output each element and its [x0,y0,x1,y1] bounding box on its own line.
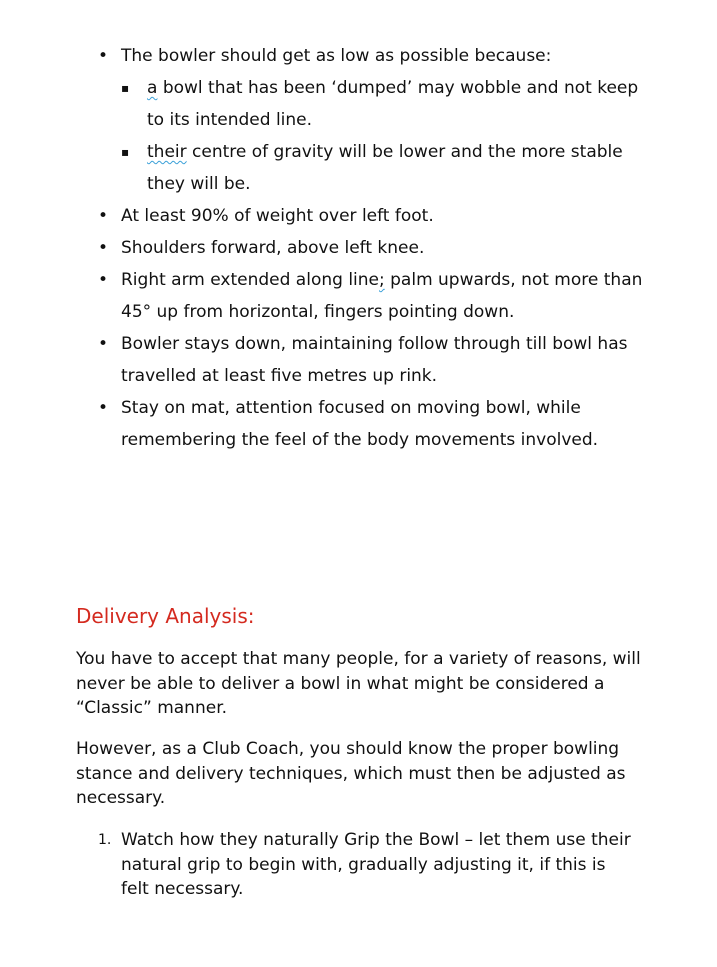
sub-bullet-text: bowl that has been ‘dumped’ may wobble and not keep to its intended line. [147,78,639,130]
bullet-text: palm upwards, not more than 45° up from horizontal, fingers pointing down. [121,270,643,322]
bullet-item [0,328,717,392]
square-bullet-icon: ▪ [121,145,130,159]
bullet-item [0,200,717,232]
bullet-text: Stay on mat, attention focused on moving bowl, while remembering the feel of the body movements involved. [121,398,599,450]
section-heading: Delivery Analysis: [76,604,255,628]
square-bullet-icon: ▪ [121,81,130,95]
spellcheck-word[interactable]: a [147,78,158,98]
bullet-text: Bowler stays down, maintaining follow through till bowl has travelled at least five metres up rink. [121,334,628,386]
paragraph: However, as a Club Coach, you should know the proper bowling stance and delivery techniques, which must then be adjusted as necessary. [76,739,626,808]
spellcheck-word[interactable]: their [147,142,187,162]
paragraph: You have to accept that many people, for a variety of reasons, will never be able to deliver a bowl in what might be considered a “Classic” manner. [76,649,641,718]
sub-bullet-item [121,72,657,136]
bullet-item [0,392,717,456]
bullet-item [0,232,717,264]
sub-bullet-list [121,72,657,200]
bullet-icon: • [98,334,109,354]
numbered-item [0,828,717,902]
bullet-text: The bowler should get as low as possible because: [121,46,552,66]
bullet-icon: • [98,46,109,66]
bullet-icon: • [98,238,109,258]
bullet-item [0,40,717,200]
item-number: 1. [98,832,112,848]
bullet-text: Shoulders forward, above left knee. [121,238,425,258]
bullet-icon: • [98,206,109,226]
bullet-item [0,264,717,328]
bullet-icon: • [98,398,109,418]
sub-bullet-text: centre of gravity will be lower and the more stable they will be. [147,142,623,194]
bullet-text: At least 90% of weight over left foot. [121,206,434,226]
numbered-list [0,828,717,902]
bullet-text: Right arm extended along line [121,270,379,290]
numbered-item-text: Watch how they naturally Grip the Bowl – let them use their natural grip to begin with, gradually adjusting it, if this is felt necessary. [121,830,631,899]
bullet-list [0,40,717,456]
spellcheck-char[interactable]: ; [379,270,385,290]
bullet-icon: • [98,270,109,290]
sub-bullet-item [121,136,657,200]
